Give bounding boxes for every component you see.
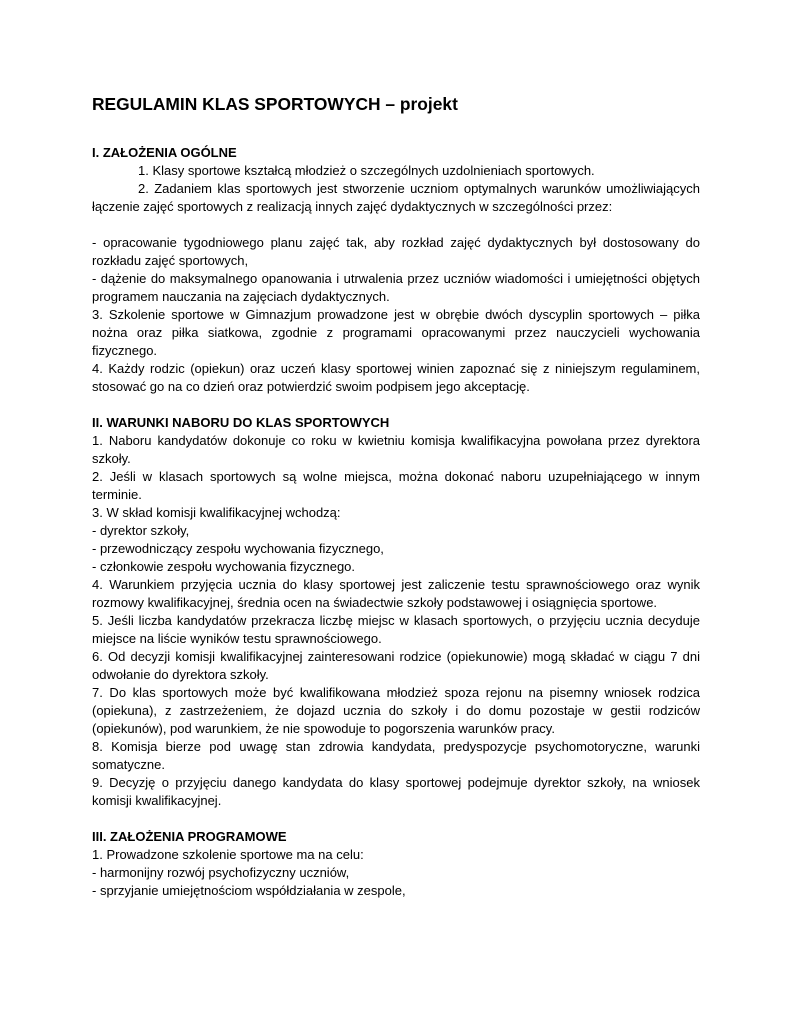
section-heading: I. ZAŁOŻENIA OGÓLNE <box>92 145 237 160</box>
paragraph: 2. Jeśli w klasach sportowych są wolne miejsca, można dokonać naboru uzupełniającego w innym terminie. <box>92 469 700 502</box>
section-heading: II. WARUNKI NABORU DO KLAS SPORTOWYCH <box>92 415 390 430</box>
paragraph: 1. Naboru kandydatów dokonuje co roku w kwietniu komisja kwalifikacyjna powołana przez dyrektora szkoły. <box>92 433 700 466</box>
section-general-assumptions <box>92 144 700 396</box>
section-heading: III. ZAŁOŻENIA PROGRAMOWE <box>92 829 287 844</box>
paragraph: 3. Szkolenie sportowe w Gimnazjum prowadzone jest w obrębie dwóch dyscyplin sportowych – piłka nożna oraz piłka siatkowa, zgodnie z programami opracowanymi przez nauczycieli wychowania fizycznego. <box>92 307 700 358</box>
blank-line <box>92 810 700 828</box>
paragraph: 5. Jeśli liczba kandydatów przekracza liczbę miejsc w klasach sportowych, o przyjęciu ucznia decyduje miejsce na liście wyników testu sprawnościowego. <box>92 613 700 646</box>
list-item: - przewodniczący zespołu wychowania fizycznego, <box>92 541 384 556</box>
paragraph: 1. Klasy sportowe kształcą młodzież o szczególnych uzdolnieniach sportowych. <box>138 163 595 178</box>
list-item: - dyrektor szkoły, <box>92 523 190 538</box>
list-item: - członkowie zespołu wychowania fizycznego. <box>92 559 356 574</box>
paragraph: 7. Do klas sportowych może być kwalifikowana młodzież spoza rejonu na pisemny wniosek rodzica (opiekuna), z zastrzeżeniem, że dojazd ucznia do szkoły i do domu pozostaje w gestii rodziców (opiekunów), pod warunkiem, że nie spowoduje to pogorszenia warunków pracy. <box>92 685 700 736</box>
paragraph: 4. Każdy rodzic (opiekun) oraz uczeń klasy sportowej winien zapoznać się z niniejszym regulaminem, stosować go na co dzień oraz potwierdzić swoim podpisem jego akceptację. <box>92 361 700 394</box>
paragraph: 9. Decyzję o przyjęciu danego kandydata do klasy sportowej podejmuje dyrektor szkoły, na wniosek komisji kwalifikacyjnej. <box>92 775 700 808</box>
document-content <box>92 93 700 900</box>
list-item: - harmonijny rozwój psychofizyczny uczniów, <box>92 865 350 880</box>
section-program-assumptions <box>92 828 700 900</box>
document-title: REGULAMIN KLAS SPORTOWYCH – projekt <box>92 94 458 114</box>
paragraph: 1. Prowadzone szkolenie sportowe ma na celu: <box>92 847 364 862</box>
blank-line <box>92 216 700 234</box>
list-item: - opracowanie tygodniowego planu zajęć tak, aby rozkład zajęć dydaktycznych był dostosowany do rozkładu zajęć sportowych, <box>92 235 700 268</box>
paragraph: 6. Od decyzji komisji kwalifikacyjnej zainteresowani rodzice (opiekunowie) mogą składać w ciągu 7 dni odwołanie do dyrektora szkoły. <box>92 649 700 682</box>
paragraph: 8. Komisja bierze pod uwagę stan zdrowia kandydata, predyspozycje psychomotoryczne, warunki somatyczne. <box>92 739 700 772</box>
paragraph: 2. Zadaniem klas sportowych jest stworzenie uczniom optymalnych warunków umożliwiających łączenie zajęć sportowych z realizacją innych zajęć dydaktycznych w szczególności przez: <box>92 181 700 214</box>
blank-line <box>92 396 700 414</box>
paragraph: 4. Warunkiem przyjęcia ucznia do klasy sportowej jest zaliczenie testu sprawnościowego oraz wynik rozmowy kwalifikacyjnej, średnia ocen na świadectwie szkoły podstawowej i osiągnięcia sportowe. <box>92 577 700 610</box>
section-admission-conditions <box>92 414 700 810</box>
paragraph: 3. W skład komisji kwalifikacyjnej wchodzą: <box>92 505 341 520</box>
list-item: - sprzyjanie umiejętnościom współdziałania w zespole, <box>92 883 406 898</box>
list-item: - dążenie do maksymalnego opanowania i utrwalenia przez uczniów wiadomości i umiejętności objętych programem nauczania na zajęciach dydaktycznych. <box>92 271 700 304</box>
